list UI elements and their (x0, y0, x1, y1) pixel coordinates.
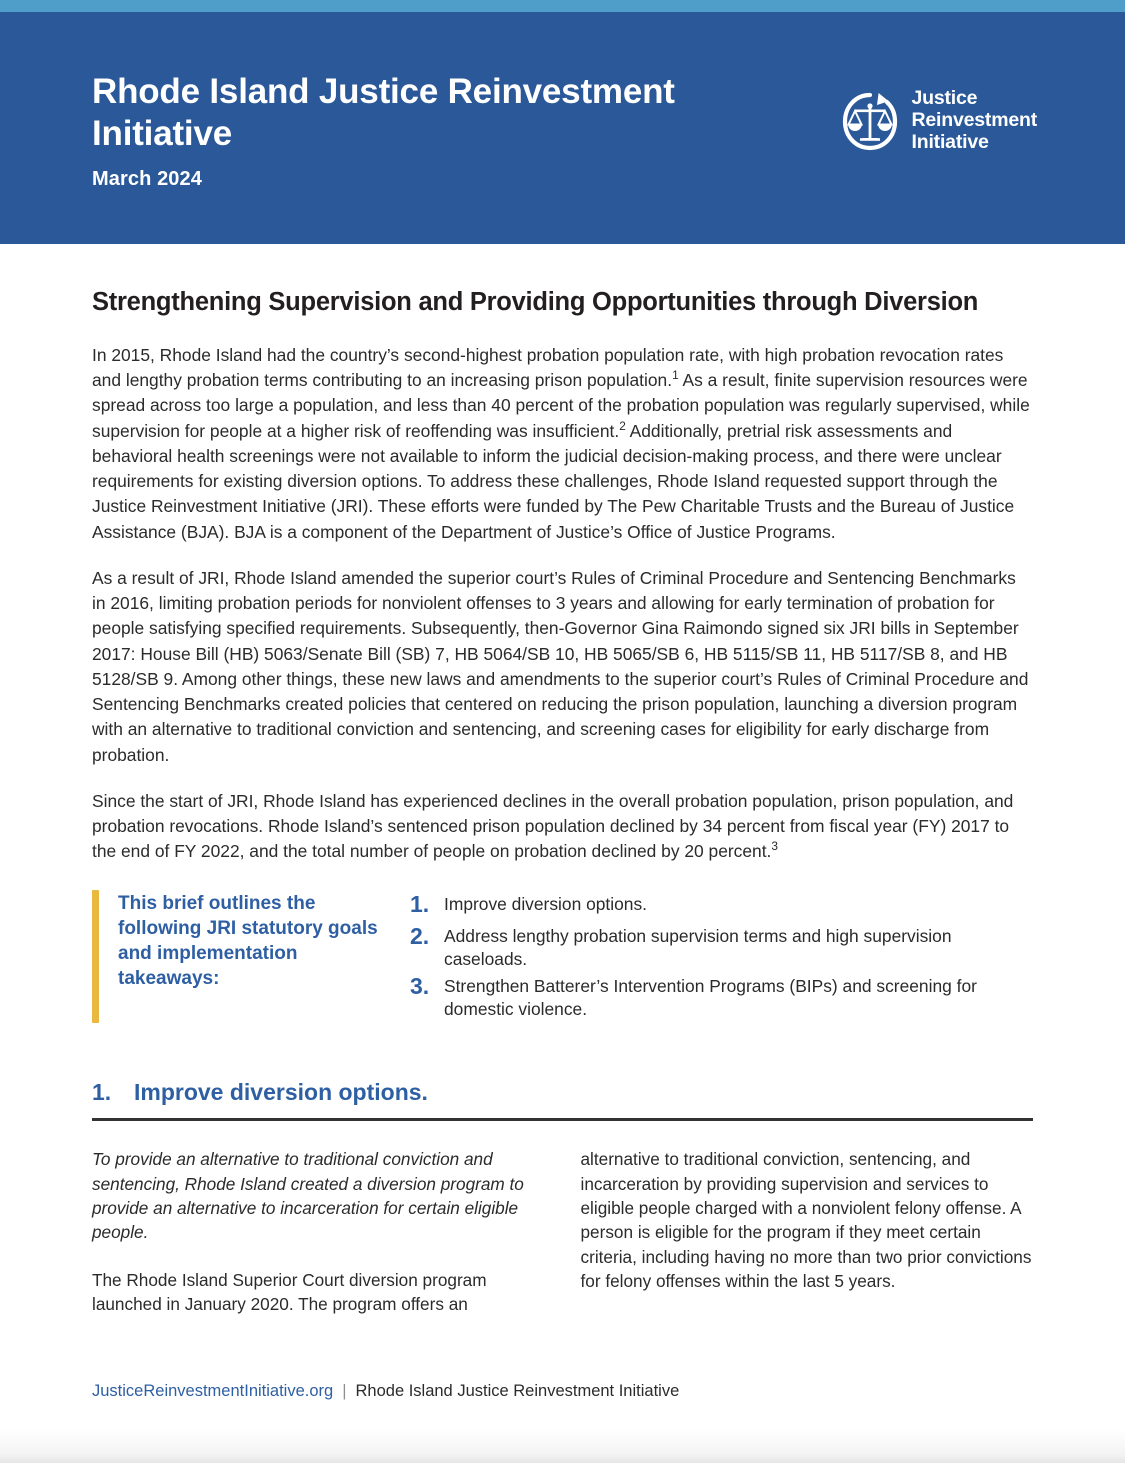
list-item-label: Address lengthy probation supervision terms and high supervision caseloads. (444, 925, 952, 969)
list-item-label: Improve diversion options. (444, 894, 647, 915)
list-item-number: 3. (410, 973, 430, 1000)
section-divider (92, 1118, 1033, 1121)
list-item-number: 2. (410, 922, 430, 949)
column-lede: To provide an alternative to traditional conviction and sentencing, Rhode Island created a diversion program to provide an alternative to incarceration for certain eligible people. (92, 1149, 524, 1243)
jri-logo-wordmark (912, 88, 1037, 153)
paragraph: In 2015, Rhode Island had the country’s second-highest probation population rate, with high probation revocation rates and lengthy probation terms contributing to an increasing prison population.$^1$ As a result, finite supervision resources were spread across too large a population, and less than 40 percent of the probation population was regularly supervised, while supervision for people at a higher risk of reoffending was insufficient.$^2$ Additionally, pretrial risk assessments and behavioral health screenings were not available to inform the judicial decision-making process, and there were unclear requirements for existing diversion options. To address these challenges, Rhode Island requested support through the Justice Reinvestment Initiative (JRI). These efforts were funded by The Pew Charitable Trusts and the Bureau of Justice Assistance (BJA). BJA is a component of the Department of Justice’s Office of Justice Programs. (92, 345, 1030, 542)
footnote-marker: 1 (672, 368, 679, 383)
page-footer (92, 1382, 679, 1401)
footnote-marker: 3 (771, 839, 778, 854)
list-item-number: 1. (410, 891, 430, 918)
header-text-block (92, 65, 712, 191)
page-title: Strengthening Supervision and Providing Opportunities through Diversion (92, 288, 979, 316)
section-improve-diversion-options (92, 1079, 1033, 1317)
paragraph: As a result of JRI, Rhode Island amended the superior court’s Rules of Criminal Procedure and Sentencing Benchmarks in 2016, limiting probation periods for nonviolent offenses to 3 years and allowing for early termination of probation for people satisfying specified requirements. Subsequently, then-Governor Gina Raimondo signed six JRI bills in September 2017: House Bill (HB) 5063/Senate Bill (SB) 7, HB 5064/SB 10, HB 5065/SB 6, HB 5115/SB 11, HB 5117/SB 8, and HB 5128/SB 9. Among other things, these new laws and amendments to the superior court’s Rules of Criminal Procedure and Sentencing Benchmarks created policies that centered on reducing the prison population, launching a diversion program with an alternative to traditional conviction and sentencing, and screening cases for eligibility for early discharge from probation. (92, 567, 1029, 765)
section-title: Improve diversion options. (134, 1079, 428, 1106)
logo-line-2: Reinvestment (911, 109, 1037, 132)
scales-of-justice-circular-arrow-icon (841, 89, 899, 153)
section-number: 1. (92, 1079, 112, 1106)
section-heading (92, 1079, 1033, 1118)
intro-paragraphs (92, 343, 1033, 864)
list-item (410, 972, 1033, 1021)
document-title: Rhode Island Justice Reinvestment Initiative (92, 72, 675, 153)
left-column (92, 1147, 545, 1317)
footer-separator: | (342, 1382, 347, 1400)
page-bottom-shadow (0, 1429, 1125, 1463)
list-item (410, 922, 1033, 971)
document-body (0, 288, 1125, 1317)
document-date: March 2024 (92, 167, 202, 190)
jri-logo (841, 88, 1037, 153)
list-item (410, 890, 1033, 919)
footnote-marker: 2 (619, 418, 626, 433)
top-accent-stripe (0, 0, 1125, 12)
footer-document-name: Rhode Island Justice Reinvestment Initiative (355, 1382, 680, 1400)
footer-website-link[interactable]: JusticeReinvestmentInitiative.org (92, 1382, 334, 1400)
column-paragraph: alternative to traditional conviction, sentencing, and incarceration by providing supervision and services to eligible people charged with a nonviolent felony offense. A person is eligible for the program if they meet certain criteria, including having no more than two prior convictions for felony offenses within the last 5 years. (580, 1149, 1032, 1292)
right-column (581, 1147, 1034, 1317)
logo-line-1: Justice (911, 87, 978, 110)
takeaways-callout (92, 890, 1033, 1023)
two-column-body (92, 1147, 1033, 1317)
paragraph: Since the start of JRI, Rhode Island has experienced declines in the overall probation population, prison population, and probation revocations. Rhode Island’s sentenced prison population declined by 34 percent from fiscal year (FY) 2017 to the end of FY 2022, and the total number of people on probation declined by 20 percent.$^3$ (92, 790, 1014, 862)
takeaways-list (384, 890, 1033, 1023)
logo-line-3: Initiative (911, 130, 989, 153)
column-paragraph: The Rhode Island Superior Court diversion program launched in January 2020. The program offers an (92, 1269, 487, 1315)
callout-accent-bar (92, 890, 99, 1023)
document-header (0, 12, 1125, 244)
list-item-label: Strengthen Batterer’s Intervention Programs (BIPs) and screening for domestic violence. (444, 976, 977, 1020)
callout-lede: This brief outlines the following JRI statutory goals and implementation takeaways: (118, 893, 378, 989)
